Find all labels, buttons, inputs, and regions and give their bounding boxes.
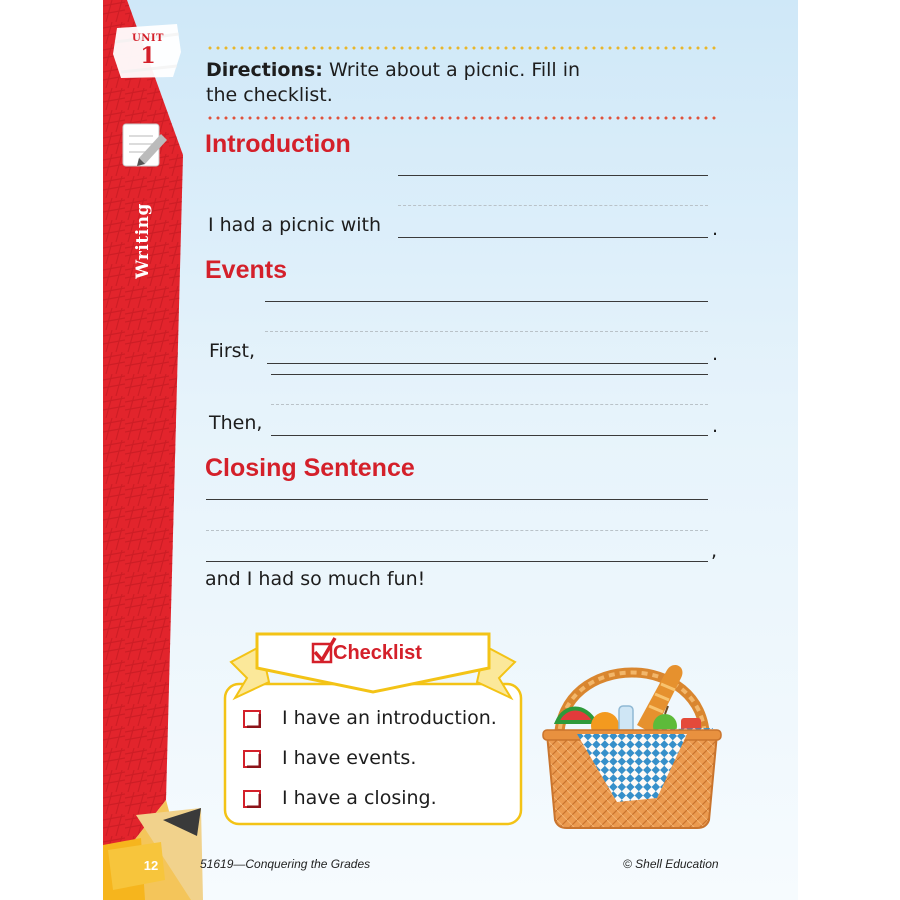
picnic-basket-illustration bbox=[537, 630, 727, 830]
worksheet-page bbox=[103, 0, 798, 900]
writing-line[interactable] bbox=[271, 374, 708, 375]
worksheet-content bbox=[103, 0, 798, 900]
directions-prefix: Directions: bbox=[206, 59, 323, 81]
closing-ending: and I had so much fun! bbox=[205, 568, 426, 590]
events-then-label: Then, bbox=[209, 412, 263, 434]
footer-book-title: 51619—Conquering the Grades bbox=[200, 857, 371, 871]
unit-label: UNIT bbox=[132, 33, 164, 44]
checklist-title: Checklist bbox=[333, 642, 422, 664]
events-then-period: . bbox=[712, 415, 719, 437]
checkbox-icon[interactable] bbox=[243, 790, 261, 808]
checkbox-icon[interactable] bbox=[243, 710, 261, 728]
writing-line[interactable] bbox=[398, 175, 708, 176]
directions-text-2: the checklist. bbox=[206, 84, 333, 106]
directions-text: Write about a picnic. Fill in bbox=[328, 59, 581, 81]
writing-line[interactable] bbox=[265, 301, 708, 302]
writing-line[interactable] bbox=[206, 561, 708, 562]
writing-line[interactable] bbox=[398, 237, 708, 238]
checklist-item-label: I have events. bbox=[282, 747, 417, 769]
section-label: Writing bbox=[133, 203, 153, 279]
footer-copyright: © Shell Education bbox=[623, 857, 719, 871]
closing-heading: Closing Sentence bbox=[205, 454, 415, 482]
writing-line[interactable] bbox=[267, 363, 708, 364]
guide-line bbox=[206, 530, 708, 531]
gold-dotted-rule bbox=[206, 46, 719, 50]
guide-line bbox=[265, 331, 708, 332]
closing-comma: , bbox=[711, 540, 718, 562]
unit-number: 1 bbox=[140, 43, 156, 69]
events-first-period: . bbox=[712, 343, 719, 365]
page-number: 12 bbox=[143, 858, 159, 873]
checklist-item-label: I have a closing. bbox=[282, 787, 437, 809]
directions bbox=[206, 58, 626, 108]
introduction-period: . bbox=[712, 218, 719, 240]
events-heading: Events bbox=[205, 256, 287, 284]
introduction-heading: Introduction bbox=[205, 130, 351, 158]
introduction-sentence: I had a picnic with bbox=[208, 214, 382, 236]
red-dotted-rule bbox=[206, 116, 719, 120]
guide-line bbox=[398, 205, 708, 206]
guide-line bbox=[271, 404, 708, 405]
writing-line[interactable] bbox=[271, 435, 708, 436]
checkbox-icon[interactable] bbox=[243, 750, 261, 768]
checklist-item-label: I have an introduction. bbox=[282, 707, 497, 729]
events-first-label: First, bbox=[209, 340, 256, 362]
writing-line[interactable] bbox=[206, 499, 708, 500]
